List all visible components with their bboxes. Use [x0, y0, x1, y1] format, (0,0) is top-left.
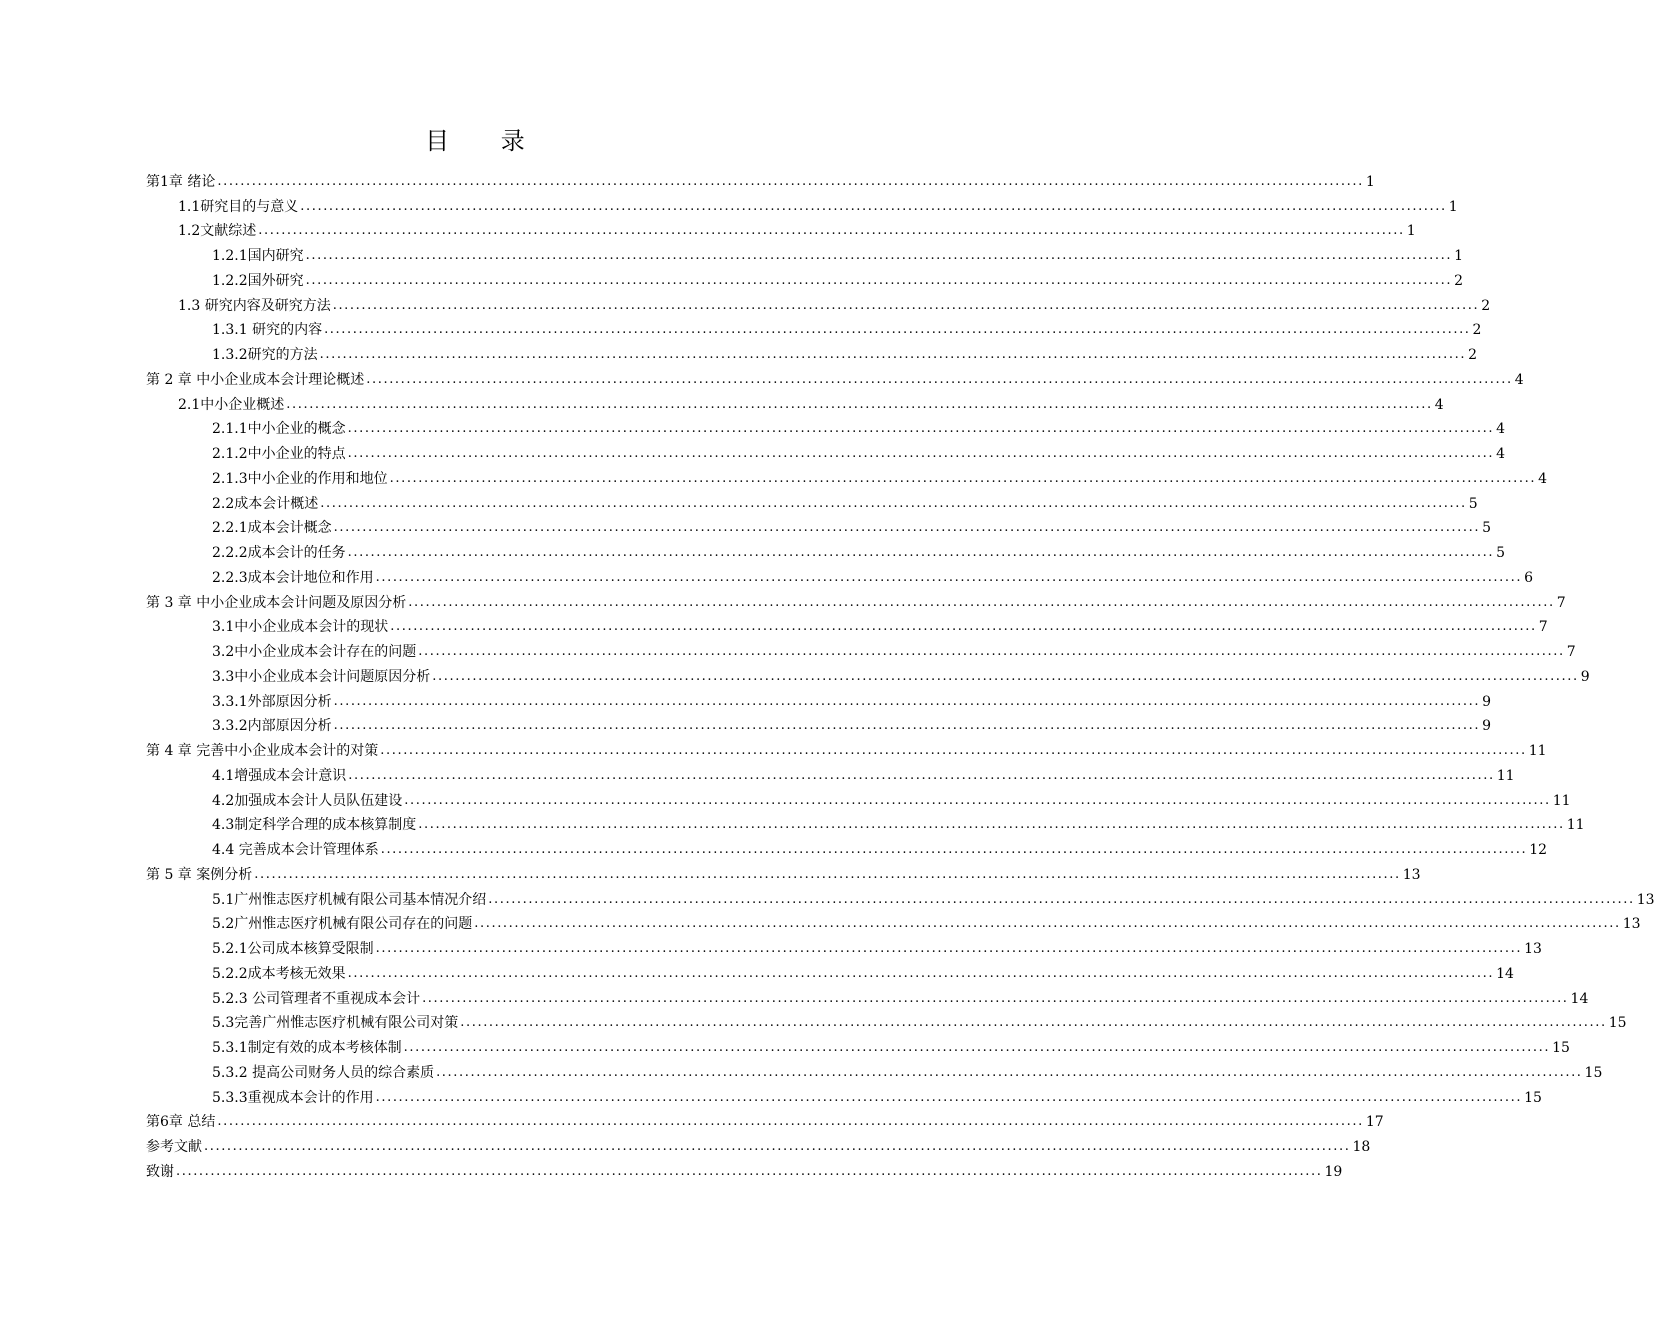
toc-entry[interactable]	[146, 439, 1506, 464]
toc-dot-leader: ........................................................................................................................................................................................................	[460, 1015, 1607, 1031]
toc-entry-title: 1.1研究目的与意义	[178, 198, 299, 215]
toc-entry-page-number: 18	[1352, 1139, 1371, 1155]
toc-entry[interactable]	[146, 1083, 1542, 1108]
toc-dot-leader: ........................................................................................................................................................................................................	[390, 619, 1537, 635]
toc-dot-leader: ........................................................................................................................................................................................................	[333, 718, 1481, 734]
toc-dot-leader: ........................................................................................................................................................................................................	[332, 297, 1480, 313]
toc-entry-title: 2.1.3中小企业的作用和地位	[212, 470, 388, 487]
toc-entry-page-number: 9	[1482, 693, 1492, 710]
toc-dot-leader: ........................................................................................................................................................................................................	[300, 198, 1447, 214]
toc-entry-page-number: 14	[1496, 965, 1514, 982]
toc-entry[interactable]	[146, 563, 1534, 588]
toc-entry-title: 2.2.3成本会计地位和作用	[212, 569, 374, 586]
toc-entry-title: 致谢	[146, 1163, 174, 1180]
toc-entry-page-number: 13	[1524, 941, 1542, 957]
toc-entry-title: 5.2广州惟志医疗机械有限公司存在的问题	[212, 916, 473, 933]
toc-dot-leader: ........................................................................................................................................................................................................	[347, 421, 1495, 437]
toc-entry-title: 5.2.2成本考核无效果	[212, 965, 346, 982]
toc-dot-leader: ........................................................................................................................................................................................................	[347, 965, 1495, 981]
toc-entry-title: 1.3.1 研究的内容	[212, 322, 323, 339]
toc-entry[interactable]	[146, 761, 1515, 786]
toc-entry-title: 1.3 研究内容及研究方法	[178, 297, 331, 314]
toc-entry-page-number: 5	[1496, 545, 1506, 561]
toc-entry-page-number: 4	[1514, 371, 1524, 388]
toc-entry-title: 4.3制定科学合理的成本核算制度	[212, 817, 417, 834]
toc-dot-leader: ........................................................................................................................................................................................................	[404, 792, 1551, 808]
toc-entry[interactable]	[146, 1108, 1384, 1133]
toc-entry-page-number: 4	[1538, 470, 1548, 487]
toc-dot-leader: ........................................................................................................................................................................................................	[286, 396, 1433, 412]
toc-entry-page-number: 2	[1468, 347, 1478, 363]
toc-entry[interactable]	[146, 167, 1375, 192]
toc-dot-leader: ........................................................................................................................................................................................................	[204, 1139, 1351, 1154]
toc-entry-title: 1.2文献综述	[178, 223, 257, 240]
toc-entry-title: 2.1.1中小企业的概念	[212, 421, 346, 438]
toc-entry[interactable]	[146, 984, 1589, 1009]
toc-entry-title: 第1章 绪论	[146, 173, 216, 190]
toc-entry[interactable]	[146, 340, 1478, 365]
toc-entry[interactable]	[146, 365, 1524, 390]
toc-dot-leader: ........................................................................................................................................................................................................	[305, 272, 1453, 288]
toc-entry[interactable]	[146, 712, 1492, 737]
toc-entry[interactable]	[146, 514, 1492, 539]
toc-dot-leader: ........................................................................................................................................................................................................	[176, 1163, 1323, 1179]
toc-dot-leader: ........................................................................................................................................................................................................	[389, 470, 1537, 486]
toc-entry-page-number: 13	[1402, 866, 1421, 883]
toc-entry-page-number: 5	[1482, 520, 1492, 537]
toc-entry-page-number: 4	[1496, 421, 1506, 438]
toc-entry-title: 5.2.1公司成本核算受限制	[212, 941, 374, 957]
toc-entry-page-number: 9	[1580, 668, 1590, 685]
toc-entry-title: 3.3中小企业成本会计问题原因分析	[212, 668, 431, 685]
toc-entry-title: 参考文献	[146, 1139, 202, 1155]
toc-entry[interactable]	[146, 1033, 1570, 1058]
toc-entry-page-number: 1	[1454, 248, 1464, 264]
toc-entry-title: 5.3.3重视成本会计的作用	[212, 1089, 374, 1106]
toc-entry-title: 4.4 完善成本会计管理体系	[212, 842, 379, 858]
toc-entry-page-number: 12	[1529, 842, 1548, 858]
table-of-contents	[146, 167, 1655, 1182]
toc-entry[interactable]	[146, 464, 1548, 489]
toc-dot-leader: ........................................................................................................................................................................................................	[347, 446, 1495, 461]
toc-entry-title: 2.2.1成本会计概念	[212, 520, 332, 537]
toc-dot-leader: ........................................................................................................................................................................................................	[418, 644, 1565, 659]
toc-entry-title: 第 4 章 完善中小企业成本会计的对策	[146, 743, 379, 759]
toc-entry[interactable]	[146, 687, 1492, 712]
toc-entry[interactable]	[146, 959, 1514, 984]
toc-dot-leader: ........................................................................................................................................................................................................	[217, 173, 1364, 189]
toc-entry-title: 第 2 章 中小企业成本会计理论概述	[146, 371, 365, 388]
toc-entry-page-number: 9	[1482, 718, 1492, 735]
toc-dot-leader: ........................................................................................................................................................................................................	[474, 916, 1621, 932]
toc-entry-page-number: 11	[1528, 743, 1547, 759]
toc-entry[interactable]	[146, 1009, 1627, 1034]
toc-entry-page-number: 13	[1622, 916, 1641, 933]
toc-entry[interactable]	[146, 662, 1590, 687]
toc-entry-title: 第 3 章 中小企业成本会计问题及原因分析	[146, 594, 407, 611]
toc-entry[interactable]	[146, 266, 1464, 291]
toc-dot-leader: ........................................................................................................................................................................................................	[333, 693, 1481, 709]
toc-entry-title: 第6章 总结	[146, 1114, 216, 1131]
toc-entry[interactable]	[146, 1157, 1343, 1182]
toc-entry-page-number: 7	[1538, 619, 1548, 636]
toc-entry[interactable]	[146, 1058, 1603, 1083]
toc-entry[interactable]	[146, 415, 1506, 440]
toc-entry-page-number: 11	[1496, 767, 1515, 784]
toc-entry-page-number: 15	[1584, 1064, 1603, 1081]
toc-dot-leader: ........................................................................................................................................................................................................	[418, 817, 1565, 833]
toc-dot-leader: ........................................................................................................................................................................................................	[305, 248, 1453, 263]
toc-dot-leader: ........................................................................................................................................................................................................	[333, 520, 1481, 536]
toc-entry-title: 4.2加强成本会计人员队伍建设	[212, 792, 403, 809]
toc-entry[interactable]	[146, 489, 1478, 514]
toc-entry-page-number: 1	[1365, 173, 1375, 190]
toc-dot-leader: ........................................................................................................................................................................................................	[258, 223, 1405, 239]
toc-entry-title: 3.2中小企业成本会计存在的问题	[212, 644, 417, 660]
toc-dot-leader: ........................................................................................................................................................................................................	[348, 767, 1495, 783]
toc-entry[interactable]	[146, 885, 1655, 910]
toc-dot-leader: ........................................................................................................................................................................................................	[403, 1040, 1551, 1055]
toc-dot-leader: ........................................................................................................................................................................................................	[254, 866, 1401, 882]
toc-entry-page-number: 7	[1556, 594, 1566, 611]
toc-entry-page-number: 15	[1552, 1040, 1570, 1056]
toc-entry[interactable]	[146, 588, 1566, 613]
toc-dot-leader: ........................................................................................................................................................................................................	[375, 1089, 1523, 1105]
toc-entry[interactable]	[146, 811, 1585, 836]
toc-entry-title: 4.1增强成本会计意识	[212, 767, 347, 784]
toc-entry-page-number: 14	[1570, 990, 1589, 1007]
toc-entry[interactable]	[146, 910, 1641, 935]
toc-entry-title: 5.3.2 提高公司财务人员的综合素质	[212, 1064, 435, 1081]
toc-entry-title: 5.1广州惟志医疗机械有限公司基本情况介绍	[212, 891, 487, 908]
toc-entry[interactable]	[146, 217, 1416, 242]
toc-dot-leader: ........................................................................................................................................................................................................	[217, 1114, 1364, 1130]
toc-dot-leader: ........................................................................................................................................................................................................	[380, 842, 1528, 857]
toc-dot-leader: ........................................................................................................................................................................................................	[422, 990, 1569, 1006]
toc-entry-page-number: 2	[1481, 297, 1491, 314]
toc-entry[interactable]	[146, 835, 1548, 860]
toc-dot-leader: ........................................................................................................................................................................................................	[320, 495, 1467, 511]
toc-entry-page-number: 19	[1324, 1163, 1343, 1180]
toc-entry-title: 5.3.1制定有效的成本考核体制	[212, 1040, 402, 1056]
toc-dot-leader: ........................................................................................................................................................................................................	[366, 371, 1513, 387]
toc-entry-page-number: 5	[1468, 495, 1478, 512]
toc-entry-page-number: 11	[1552, 792, 1571, 809]
toc-entry-page-number: 6	[1524, 569, 1534, 586]
toc-dot-leader: ........................................................................................................................................................................................................	[408, 594, 1555, 610]
toc-entry[interactable]	[146, 241, 1464, 266]
toc-dot-leader: ........................................................................................................................................................................................................	[375, 941, 1523, 956]
toc-dot-leader: ........................................................................................................................................................................................................	[375, 569, 1523, 585]
toc-entry-title: 3.3.1外部原因分析	[212, 693, 332, 710]
toc-entry[interactable]	[146, 538, 1506, 563]
toc-entry[interactable]	[146, 736, 1547, 761]
toc-entry-page-number: 2	[1472, 322, 1482, 339]
toc-entry[interactable]	[146, 1132, 1371, 1157]
toc-entry-title: 2.1中小企业概述	[178, 396, 285, 413]
toc-entry[interactable]	[146, 613, 1548, 638]
toc-entry-title: 5.3完善广州惟志医疗机械有限公司对策	[212, 1015, 459, 1032]
toc-entry-title: 2.1.2中小企业的特点	[212, 446, 346, 462]
toc-dot-leader: ........................................................................................................................................................................................................	[488, 891, 1635, 907]
toc-entry-page-number: 4	[1434, 396, 1444, 413]
toc-entry-title: 2.2.2成本会计的任务	[212, 545, 346, 561]
toc-entry-page-number: 15	[1608, 1015, 1627, 1032]
toc-dot-leader: ........................................................................................................................................................................................................	[432, 668, 1579, 684]
toc-entry[interactable]	[146, 860, 1421, 885]
toc-entry-title: 3.1中小企业成本会计的现状	[212, 619, 389, 636]
toc-dot-leader: ........................................................................................................................................................................................................	[324, 322, 1471, 338]
toc-entry[interactable]	[146, 390, 1444, 415]
toc-entry-title: 3.3.2内部原因分析	[212, 718, 332, 735]
toc-entry-page-number: 13	[1636, 891, 1655, 908]
toc-entry-title: 5.2.3 公司管理者不重视成本会计	[212, 990, 421, 1007]
toc-entry-title: 第 5 章 案例分析	[146, 866, 253, 883]
toc-entry-title: 1.2.1国内研究	[212, 248, 304, 264]
toc-entry-page-number: 17	[1365, 1114, 1384, 1131]
toc-entry-page-number: 2	[1454, 272, 1464, 289]
toc-entry-page-number: 7	[1566, 644, 1576, 660]
toc-entry-page-number: 15	[1524, 1089, 1542, 1106]
toc-entry-title: 1.2.2国外研究	[212, 272, 304, 289]
toc-entry-title: 2.2成本会计概述	[212, 495, 319, 512]
toc-entry-page-number: 1	[1448, 198, 1458, 215]
toc-entry[interactable]	[146, 316, 1482, 341]
toc-entry-page-number: 11	[1566, 817, 1585, 834]
toc-entry[interactable]	[146, 934, 1542, 959]
toc-entry-page-number: 4	[1496, 446, 1506, 462]
toc-dot-leader: ........................................................................................................................................................................................................	[319, 347, 1467, 362]
toc-entry-page-number: 1	[1406, 223, 1416, 240]
toc-entry[interactable]	[146, 192, 1458, 217]
toc-entry[interactable]	[146, 786, 1571, 811]
toc-dot-leader: ........................................................................................................................................................................................................	[436, 1064, 1583, 1080]
toc-entry[interactable]	[146, 291, 1491, 316]
toc-entry-title: 1.3.2研究的方法	[212, 347, 318, 363]
toc-entry[interactable]	[146, 637, 1576, 662]
toc-dot-leader: ........................................................................................................................................................................................................	[380, 743, 1527, 758]
page-title: 目 录	[425, 127, 547, 155]
toc-dot-leader: ........................................................................................................................................................................................................	[347, 545, 1495, 560]
